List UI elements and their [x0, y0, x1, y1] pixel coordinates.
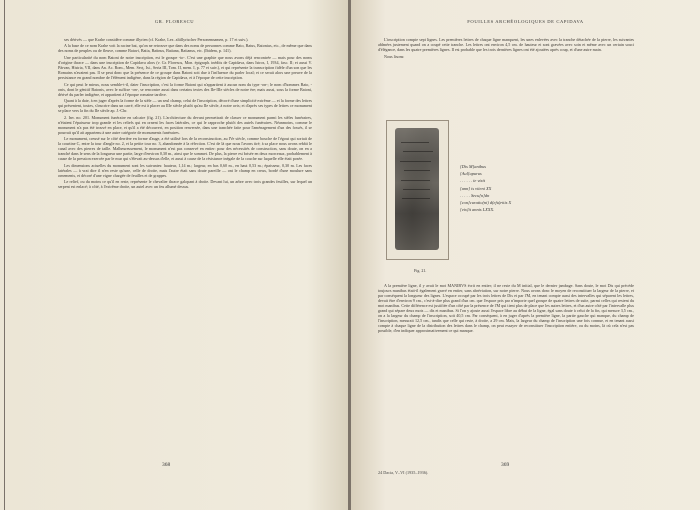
- paragraph: A la base de ce nom Krahe voit la racine bat, qu'on ne retrouve que dans des noms de personnes comme Bato, Batus, Batonius, etc., de même que dans des noms de peuples ou de fleuve, comme Batavi, Batia, Batinus, Batiana, Batianus, etc. (Ibidem, p. 141).: [58, 43, 312, 54]
- page-footnote: 24 Dacia, V–VI (1935–1936).: [378, 470, 429, 475]
- paragraph: Le monument, creusé sur le côté derrière en forme d'auge, a été utilisé lors de la reconstruction, au IVe siècle, comme bouche de l'égout qui sortait de la courtine C, entre la tour d'angle no. 2, et la petite tour no. 3, abandonnée à la réfection. C'est de là que nous l'avons tiré; à sa place nous avons rebâti le canal avec des pierres de taille. Malheureusement, le monument n'est pas conservé en entier: pour des nécessités de construction, sans doute, on en a tranché dans le sens de la longueur une partie, large d'environ 0,30 m., ainsi que le sommet. De plus, la pierre est brisée en deux morceaux, probablement à cause de la pression exercée par le mur qui s'élevait au-dessus d'elle, et aussi à cause de la résistance inégale de la couche sur laquelle elle était posée.: [58, 136, 312, 162]
- page-edge: [4, 0, 5, 510]
- page-number-left: 368: [162, 462, 171, 468]
- left-page: [0, 0, 349, 510]
- paragraph: Quant à la date, à en juger d'après la forme de la stèle — un seul champ, celui de l'inscription, décoré d'une simplicité extrême — et la forme des lettres qui présentent, toutes, s'inscrire dans un carré, elle est à placer au IIIe siècle plutôt qu'au IIe siècle, à notre avis; et d'après ses types de lettres ce monument se place vers la fin du IIe siècle ap. J.-Chr.: [58, 98, 312, 114]
- epigraph-line: [ann] is viieni XX: [460, 185, 492, 191]
- inscription-photo: [386, 120, 449, 260]
- running-head-right: FOUILLES ARCHÉOLOGIQUES DE CAPIDAVA: [467, 19, 584, 24]
- epigraph-transcription: [460, 163, 511, 213]
- epigraph-line: [Dis M]anibus: [460, 164, 486, 169]
- epigraph-line: . . . . . Secu[n]dn: [460, 192, 490, 198]
- paragraph: Les dimensions actuelles du monument sont les suivantes: hauteur, 1,14 m.; largeur, en bas 0,60 m., en haut 0,53 m.; épaisseur, 0,30 m. Les faces latérales — à vrai dire il n'en reste qu'une, celle de droite, mais l'autre était sans doute pareille — ont le champ en creux, bordé d'une moulure sans ornements, et décoré d'une vigne chargée de feuilles et de grappes.: [58, 162, 312, 178]
- figure-caption: Fig. 21.: [414, 268, 427, 273]
- intro-paragraph: [378, 37, 634, 60]
- paragraph: A la première ligne, il y avait le mot MANIBVS écrit en entier; il ne reste du M initial, que le dernier jambage. Sans doute, le mot Dis qui précède toujours manibus était-il également gravé en entier, sans abréviation, sur notre pierre. Nous avons donc le moyen de reconstituer la largeur de la pierre, et par conséquent la longueur des lignes. L'espace occupé par les trois lettres de Dis et par l'M, en tenant compte aussi des intervalles qui séparent les lettres, devait être d'environ 9 cm., c'est-à-dire plus grand d'un cm. que l'espace pris par n'importe quel groupe de quatre lettres de suite, parmi celles qui restent du mot manibus. Cette différence est justifiée d'un côté par la présence de l'M qui tient plus de place que les autres lettres, et d'un autre côté par l'intervalle plus grand qui sépare deux mots — dis et manibus. Si l'on y ajoute aussi l'espace libre au début de la ligne, égal sans doute à celui de la fin, qui mesure 3,5 cm., on a la largeur du champ de l'inscription, soit 40,5 cm. Par conséquent, à en juger d'après la première ligne, la partie gauche qui manque, du champ de l'inscription, mesurait 12,5 cm., tandis que celle qui reste, à droite, a 29 cm. Mais, la largeur du champ de l'inscription une fois connue, et en tenant aussi compte à chaque ligne de la distribution des lettres dans le champ, on peut essayer de reconstituer l'inscription entière, ou du moins, là où cela n'est pas possible, d'en indiquer approximativement ce qui manque.: [378, 283, 634, 334]
- paragraph: Une particularité du nom Batoni de notre inscription, est le groupe -to-. C'est une graphie que nous avons déjà rencontrée — mais pour des noms d'origine thrace — dans une inscription de Capidava alors (v. Gr. Florescu, Mon. épigraph. inédits de Capidava, dans Istros, I, 1934, fasc. II; et aussi V. Pârvan, Histria, VII, dans An. Ac. Rom., Mem. Secţ. Ist., Seria III, Tom. II, mem. I, p. 77 et suiv.), et qui représente la transcription fidèle d'un son que les Romains n'avaient pas. Il se peut donc que la présence de ce groupe dans Batoni soit due à l'influence du parler local; et ce serait alors une preuve de la persistance en grand nombre de l'élément indigène, dans la région de Capidava, et à l'époque de cette inscription.: [58, 54, 312, 81]
- running-head-left: GR. FLORESCU: [154, 19, 195, 24]
- nous-lisons-label: Nous lisons:: [384, 53, 405, 59]
- left-page-text: [58, 37, 312, 437]
- page-number-right: 369: [501, 462, 510, 468]
- epigraph-line: [con]curatio(ni) d(efu)ritis X: [460, 200, 512, 206]
- paragraph: 2. Inv. no. 201. Monument funéraire en calcaire (fig. 21). L'architecture du devant permettrait de classer ce monument parmi les stèles funéraires, n'étaient l'épaisseur trop grande et les reliefs qui en ornent les faces latérales, ce qui le rapproche plutôt des autels funéraires. Néanmoins, comme le monument n'a pas été trouvé en place, et qu'il a été découvert, en position renversée, dans une tranchée faite pour l'aménagement d'un des fossés, il se pourrait qu'il ait appartenu à une autre catégorie de monuments funéraires.: [58, 114, 312, 135]
- intro-text: L'inscription compte sept lignes. Les premières lettres de chaque ligne manquent, les unes enlevées avec la tranche détachée de la pierre, les suivantes abîmées justement quand on a coupé cette tranche. Les lettres ont environ 4,5 cm. de hauteur et sont gravées avec soin et même avec un certain souci d'élégance, dans les quatre premières lignes. Il est probable que les trois dernières lignes ont été ajoutées après coup, et d'une autre main.: [378, 37, 634, 53]
- epigraph-line: . . . . . . ie vixit: [460, 178, 485, 184]
- paragraph: Ce qui peut le mieux, nous semble-t-il, dater l'inscription, c'est la forme Batoni qui n'appartient à aucun nom du type -on-; le nom d'hommes Bato, -onis, dont le génitif Batonis, avec le suffixe -on-, se rencontre aussi dans certains textes des IIe-IIIe siècles de notre ère; mais aussi, sous la forme Batoni, dérivé du parler indigène, et appartient à l'époque romaine tardive.: [58, 81, 312, 97]
- right-page-text: [378, 283, 634, 455]
- paragraph: ses dérivés — que Krahe considère comme illyrien (cf. Krahe, Lex. altillyrischer Personennamen, p. 17 et suiv.).: [64, 37, 249, 42]
- epigraph-line: [Aul]upurus: [460, 171, 482, 177]
- epigraph-line: [vix]it annis LXXX.: [460, 207, 495, 213]
- paragraph: Le relief, ou du moins ce qu'il en reste, représente le chevalier thrace galopant à droite. Devant lui, un arbre avec trois grandes feuilles, sur lequel un serpent est enlacé; à côté, à l'extrême droite, un autel avec un feu allumé dessus.: [58, 179, 312, 190]
- stone-stele-image: [395, 128, 439, 250]
